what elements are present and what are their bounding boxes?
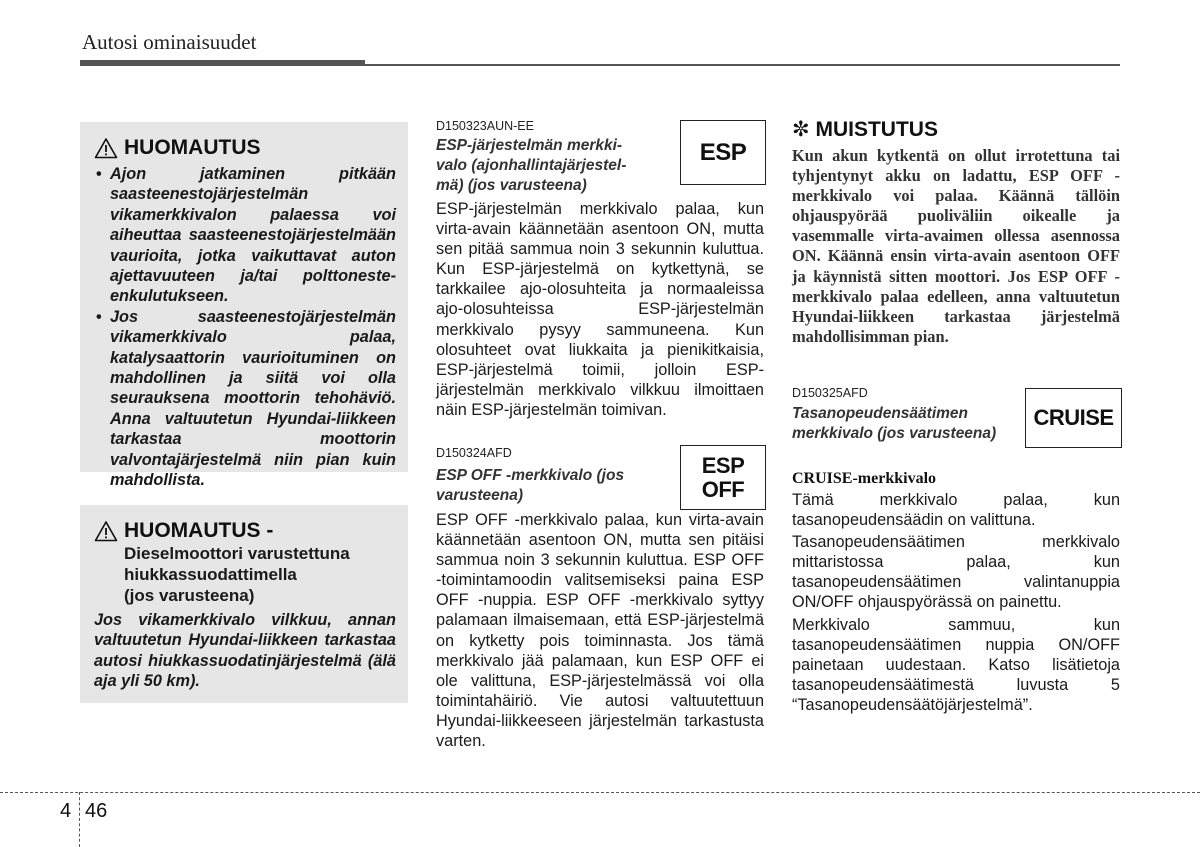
notice-body: Jos vikamerkkivalo vilkkuu, annan valtuutetun Hyundai-liikkeen tarkastaa autosi hiukkassuodatinjärjestelmä (älä aja yli 50 km). <box>94 611 396 691</box>
esp-heading-line: valo (ajonhallintajärjestel- <box>436 157 627 174</box>
memo-section <box>792 118 1120 347</box>
memo-body: Kun akun kytkentä on ollut irrotettuna tai tyhjentynyt akku on ladattu, ESP OFF -merkkivalo voi palaa. Käännä tällöin ohjauspyörää puoliväliin oikealle ja vasemmalle virta-avaimen ollessa asennossa ON. Käännä ensin virta-avain asentoon OFF ja käynnistä sitten moottori. Jos ESP OFF -merkkivalo palaa edelleen, anna valtuutetun Hyundai-liikkeen tarkastaa järjestelmä mahdollisimman pian. <box>792 146 1120 346</box>
footer-divider <box>79 792 80 847</box>
notice-heading <box>94 519 396 543</box>
esp-off-body: ESP OFF -merkkivalo palaa, kun virta-avain käännetään asentoon ON, mutta sen pitäisi sammua noin 3 sekunnin kuluttua. ESP OFF -toimintamoodin valitsemiseksi paina ESP OFF -nuppia. ESP OFF -merkkivalo syttyy palamaan ilmaisemaan, että ESP-järjestelmä on kytketty pois toiminnasta. Jos tämä merkkivalo jää palamaan, kun ESP OFF ei ole valittuna, ESP-järjestelmässä voi olla toimintahäiriö. Vie autosi valtuutettuun Hyundai-liikkeeseen järjestelmän tarkastusta varten. <box>436 511 764 751</box>
header-rule <box>80 60 365 66</box>
cruise-heading-line: Tasanopeudensäätimen <box>792 405 969 422</box>
notice-subtitle-line: hiukkassuodattimella <box>124 565 297 584</box>
notice-subtitle-line: (jos varusteena) <box>124 586 255 605</box>
notice-title: HUOMAUTUS <box>124 136 261 159</box>
esp-heading-line: mä) (jos varusteena) <box>436 177 587 194</box>
esp-body: ESP-järjestelmän merkkivalo palaa, kun virta-avain käännetään asentoon ON, mutta sen pitää sammua noin 3 sekunnin kuluttua. Kun ESP-järjestelmä on kytkettynä, se tarkkailee ajo-olosuhteita ja normaaleissa ajo-olosuhteissa ESP-järjestelmän merkkivalo pysyy sammuneena. Kun olosuhteet ovat liukkaita ja pienikitkaisia, ESP-järjestelmä toimii, jolloin ESP-järjestelmän merkkivalo vilkkuu ilmoittaen näin ESP-järjestelmän toimivan. <box>436 200 764 419</box>
section-code: D150324AFD <box>436 446 512 460</box>
cruise-paragraph: Tasanopeudensäätimen merkkivalo mittaristossa palaa, kun tasanopeudensäätimen valintanuppia ON/OFF ohjauspyörässä on painettu. <box>792 533 1120 612</box>
esp-indicator-lamp <box>680 120 766 185</box>
esp-off-heading-line: ESP OFF -merkkivalo (jos <box>436 467 625 484</box>
esp-off-heading-line: varusteena) <box>436 487 524 504</box>
esp-off-lamp-label: ESP <box>701 452 745 478</box>
memo-title: MUISTUTUS <box>815 118 938 141</box>
page-header-title: Autosi ominaisuudet <box>82 30 257 54</box>
warning-triangle-icon <box>94 520 118 542</box>
notice-item: • Jos saasteenestojärjestelmän vikamerkkivalo palaa, katalysaattorin vaurioituminen on mahdollinen ja siitä voi olla seurauksena moottorin tehohäviö. Anna valtuutetun Hyundai-liikkeen tarkastaa moottorin valvontajärjestelmä niin pian kuin mahdollista. <box>94 307 396 491</box>
cruise-subtitle: CRUISE-merkkivalo <box>792 470 937 487</box>
footer-rule <box>0 792 1200 793</box>
section-code: D150323AUN-EE <box>436 119 534 133</box>
cruise-paragraph: Tämä merkkivalo palaa, kun tasanopeudensäädin on valittuna. <box>792 491 1120 530</box>
header-rule-thin <box>365 64 1120 66</box>
memo-symbol-icon: ✼ <box>792 118 810 141</box>
notice-box-diesel <box>80 505 408 703</box>
notice-heading <box>94 136 396 160</box>
notice-box-emission <box>80 122 408 490</box>
page-number: 46 <box>85 800 108 822</box>
esp-lamp-label: ESP <box>699 138 747 166</box>
notice-item: • Ajon jatkaminen pitkään saasteenestojärjestelmän vikamerkkivalon palaessa voi aiheuttaa saasteenestojärjestelmään vaurioita, jotka vaikuttavat auton ajettavuuteen ja/tai polttonesteenkulutukseen. <box>94 164 396 307</box>
notice-title: HUOMAUTUS - <box>124 519 274 542</box>
notice-list <box>94 164 396 491</box>
esp-off-indicator-lamp <box>680 445 766 510</box>
esp-off-lamp-label: OFF <box>701 476 745 502</box>
cruise-paragraph: Merkkivalo sammuu, kun tasanopeudensäätimen nuppia ON/OFF painetaan uudestaan. Katso lisätietoja tasanopeudensäätimestä luvusta 5 “Tasanopeudensäätöjärjestelmä”. <box>792 615 1120 714</box>
cruise-heading-line: merkkivalo (jos varusteena) <box>792 425 997 442</box>
cruise-indicator-lamp <box>1025 388 1122 448</box>
chapter-number: 4 <box>60 800 72 822</box>
cruise-lamp-label: CRUISE <box>1033 405 1114 430</box>
warning-triangle-icon <box>94 137 118 159</box>
memo-heading <box>792 118 1120 142</box>
section-code: D150325AFD <box>792 386 868 400</box>
notice-subtitle-line: Dieselmoottori varustettuna <box>124 544 350 563</box>
esp-heading-line: ESP-järjestelmän merkki- <box>436 137 623 154</box>
